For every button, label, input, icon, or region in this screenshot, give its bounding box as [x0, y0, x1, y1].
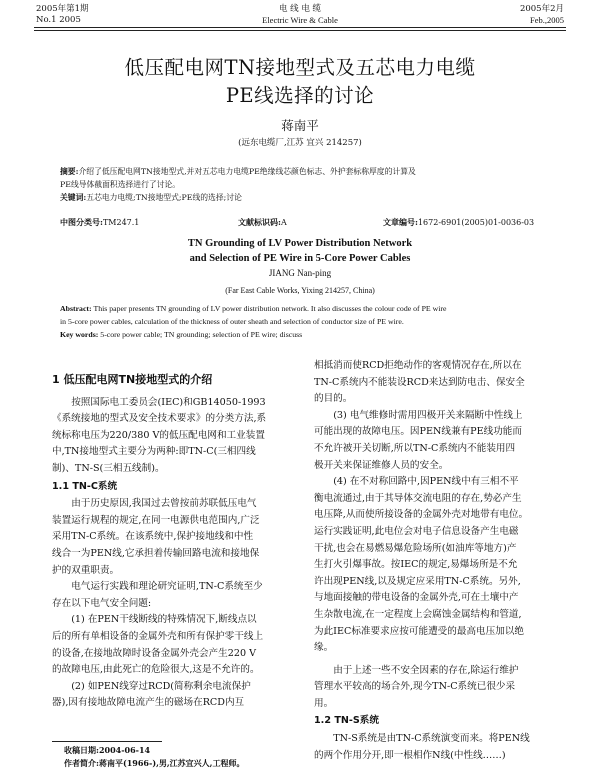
section-1-heading: 1 低压配电网TN接地型式的介绍 [52, 373, 213, 386]
english-author: JIANG Nan-ping [268, 268, 332, 278]
left-column [52, 358, 290, 712]
subsection-1-1-heading: 1.1 TN-C系统 [52, 480, 118, 492]
received-date: 收稿日期:2004-06-14 [64, 745, 151, 755]
right-column [314, 358, 552, 764]
abstract-cn-line: 介绍了低压配电网TN接地型式,并对五芯电力电缆PE绝缘线芯颜色标志、外护套标称厚度的计算及 [78, 167, 416, 176]
abstract-cn-line: PE线导体截面积选择进行了讨论。 [60, 180, 181, 189]
paragraph: 按照国际电工委员会(IEC)和GB14050-1993 《系统接地的型式及安全技术要求》的分类方法,系 统标称电压为220/380 V的低压配电网和工业装置 中,TN接地型式主要分为两种:即TN-C(三相四线 制)、TN-S(三相五线制)。 [52, 396, 267, 474]
english-abstract: Abstract: This paper presents TN grounding of LV power distribution network. It also discusses the colour code of PE wire in 5-core power cables, calculation of the thickness of outer sheath and selection of conductor size of PE wire. Key words: 5-core power cable; TN grounding; selection of PE wire; discuss [60, 304, 447, 339]
keywords-cn: 五芯电力电缆;TN接地型式;PE线的选择;讨论 [86, 193, 242, 202]
keywords-cn-label: 关键词: [60, 193, 87, 202]
author-bio: 作者简介:蒋南平(1966-),男,江苏宜兴人,工程师。 [64, 758, 245, 768]
paragraph: 由于上述一些不安全因素的存在,除运行维护 管理水平较高的场合外,现今TN-C系统已很少采 用。 [314, 664, 519, 709]
issue-cn: 2005年第1期 [36, 4, 89, 14]
paragraph: (4) 在不对称回路中,因PEN线中有三相不平 衡电流通过,由于其导体交流电阻的存在,势必产生 电压降,从而使所接设备的金属外壳对地带有电位。 运行实践证明,此电位会对电子信息设备产生电磁 干扰,也会在易燃易爆危险场所(如油库等地方)产 生打火引爆事故。按IEC的规定,易爆场所是不允 许出现PEN线,以及规定应采用TN-C系统。另外, 与地面接触的带电设备的金属外壳,可在土壤中产 生杂散电流,在一定程度上会腐蚀金属结构和管道, 为此IEC标准要求应按可能遭受的最高电压加以绝 缘。 [314, 476, 529, 654]
author-cn: 蒋南平 [281, 118, 319, 133]
doc-code: 文献标识码:A [238, 217, 287, 227]
subsection-1-2-heading: 1.2 TN-S系统 [314, 715, 379, 727]
date-en: Feb.,2005 [530, 15, 564, 25]
paragraph: 相抵消而使RCD拒绝动作的客观情况存在,所以在 TN-C系统内不能装设RCD来达到防电击、保安全 的目的。 [314, 360, 525, 405]
english-title-line1: TN Grounding of LV Power Distribution Network [187, 238, 413, 249]
journal-name-cn: 电 线 电 缆 [278, 4, 322, 14]
abstract-cn-label: 摘要: [60, 167, 79, 176]
clc-number: 中图分类号:TM247.1 [60, 217, 140, 227]
footnote-rule [52, 741, 162, 742]
issue-en: No.1 2005 [36, 15, 81, 25]
paragraph: 电气运行实践和理论研究证明,TN-C系统至少 存在以下电气安全问题: [52, 581, 263, 609]
paper-title-line1: 低压配电网TN接地型式及五芯电力电缆 [124, 56, 476, 79]
article-number: 文章编号:1672-6901(2005)01-0036-03 [383, 217, 535, 227]
paragraph: 由于历史原因,我国过去曾按前苏联低压电气 装置运行规程的规定,在同一电源供电范围内,广泛 采用TN-C系统。在该系统中,保护接地线和中性 线合一为PEN线,它承担着传输回路电流和接地保 护的双重职责。 [52, 498, 260, 576]
english-affiliation: (Far East Cable Works, Yixing 214257, China) [225, 286, 375, 295]
english-title-line2: and Selection of PE Wire in 5-Core Power Cables [189, 253, 411, 264]
abstract-cn [60, 165, 550, 204]
paragraph: (2) 如PEN线穿过RCD(简称剩余电流保护 器),因有接地故障电流产生的磁场在RCD内互 [52, 680, 251, 709]
date-cn: 2005年2月 [519, 4, 564, 14]
paragraph: (3) 电气维修时需用四极开关来隔断中性线上 可能出现的故障电压。因PEN线兼有PE线功能而 不允许被开关切断,所以TN-C系统内不能装用四 极开关来保证维修人员的安全。 [314, 409, 523, 471]
english-keywords-label: Key words: [60, 330, 99, 339]
header-rule [34, 27, 566, 28]
paragraph: (1) 在PEN干线断线的特殊情况下,断线点以 后的所有单相设备的金属外壳和所有保护零干线上 的设备,在接地故障时设备金属外壳会产生220 V 的故障电压,由此死亡的危险很大,这是不允许的。 [52, 614, 264, 676]
paragraph: TN-S系统是由TN-C系统演变而来。将PEN线 的两个作用分开,即一根相作N线(中性线……) [314, 733, 530, 761]
english-keywords: 5-core power cable; TN grounding; selection of PE wire; discuss [100, 330, 303, 339]
paper-title-line2: PE线选择的讨论 [225, 84, 375, 107]
english-abstract-label: Abstract: [60, 304, 92, 313]
affiliation-cn: (远东电缆厂,江苏 宜兴 214257) [238, 138, 362, 148]
journal-name-en: Electric Wire & Cable [262, 15, 338, 25]
header-rule-thin [34, 30, 566, 31]
